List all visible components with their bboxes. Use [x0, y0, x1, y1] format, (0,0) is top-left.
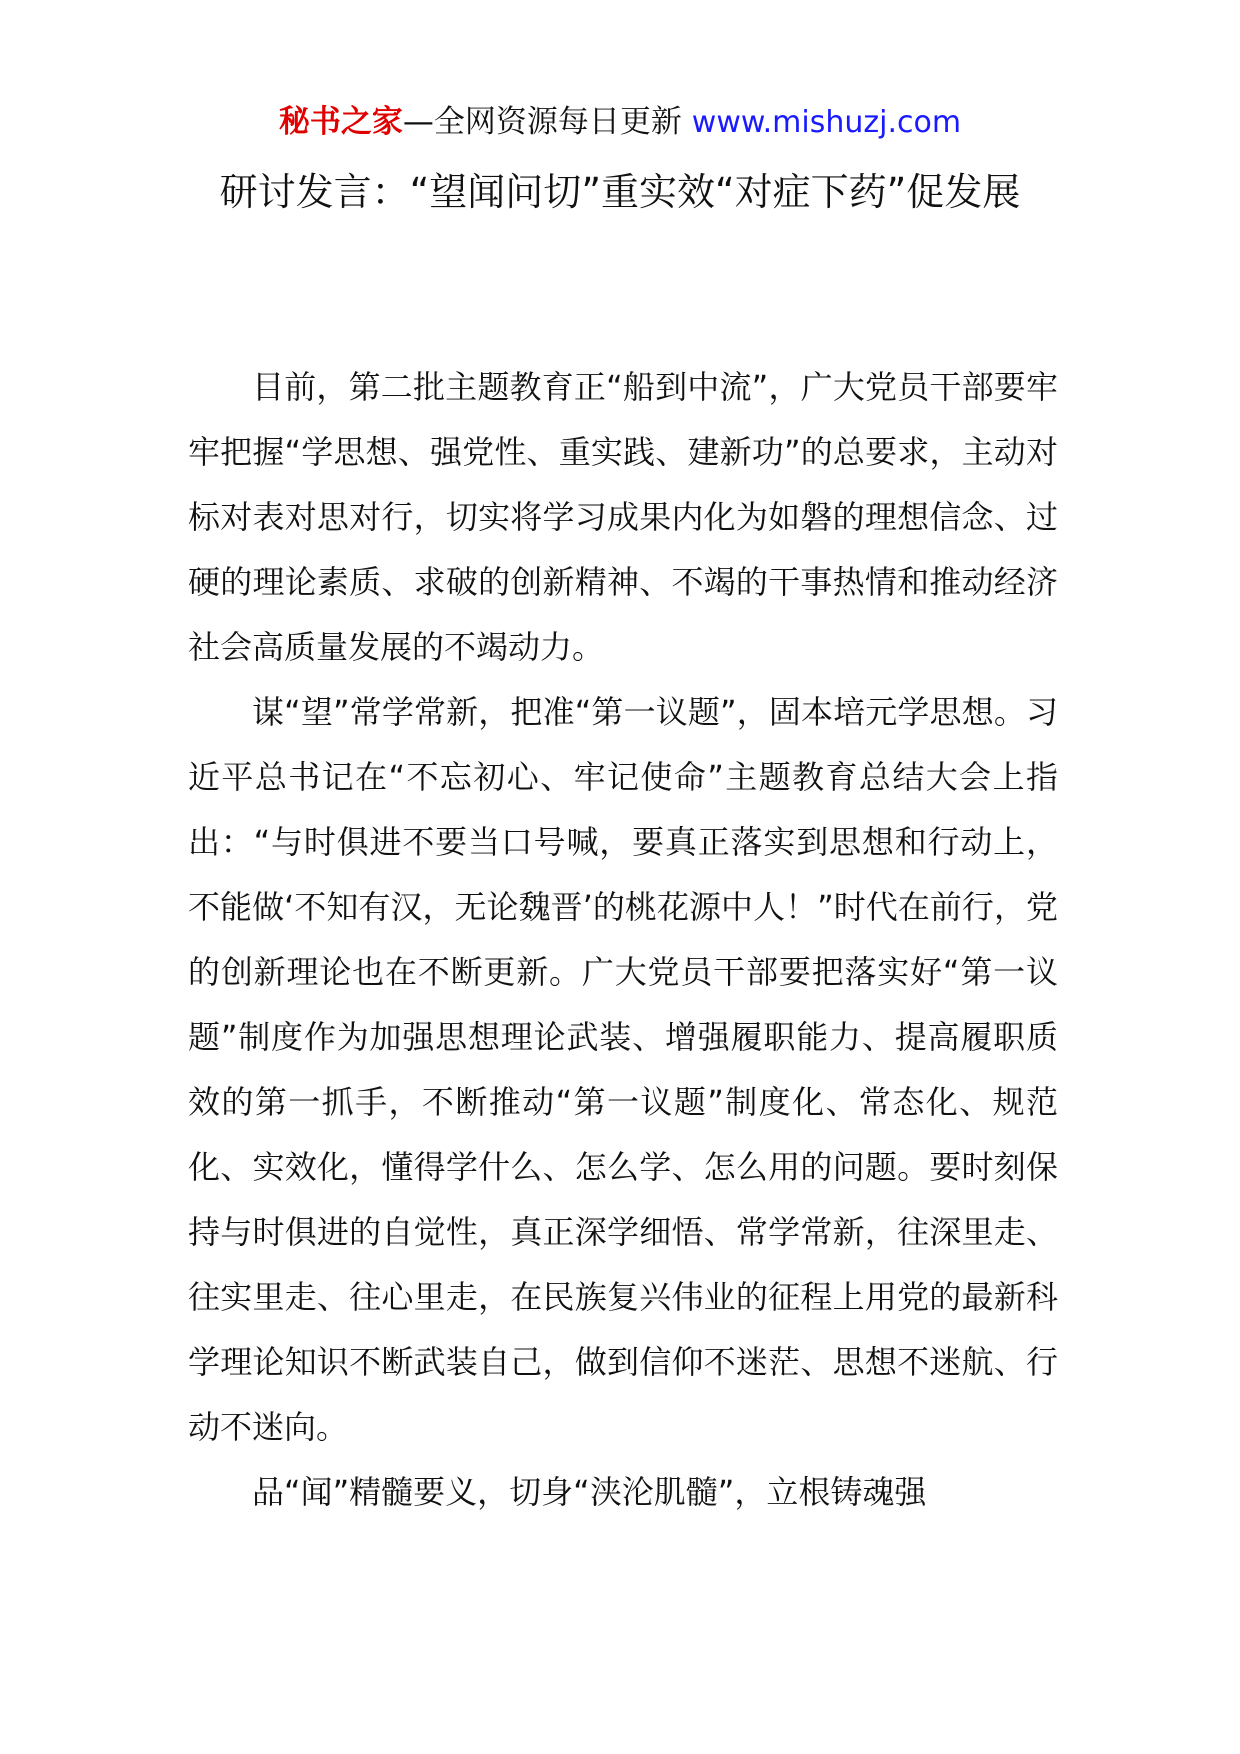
paragraph-2: 谋“望”常学常新，把准“第一议题”，固本培元学思想。习近平总书记在“不忘初心、牢记使命”主题教育总结大会上指出：“与时俱进不要当口号喊，要真正落实到思想和行动上，不能做‘不知有汉，无论魏晋’的桃花源中人！”时代在前行，党的创新理论也在不断更新。广大党员干部要把落实好“第一议题”制度作为加强思想理论武装、增强履职能力、提高履职质效的第一抓手，不断推动“第一议题”制度化、常态化、规范化、实效化，懂得学什么、怎么学、怎么用的问题。要时刻保持与时俱进的自觉性，真正深学细悟、常学常新，往深里走、往实里走、往心里走，在民族复兴伟业的征程上用党的最新科学理论知识不断武装自己，做到信仰不迷茫、思想不迷航、行动不迷向。: [188, 693, 1058, 1446]
site-header: [0, 100, 1240, 145]
header-slogan: —全网资源每日更新: [402, 104, 692, 140]
document-title: 研讨发言：“望闻问切”重实效“对症下药”促发展: [219, 170, 1021, 214]
paragraph-1: 目前，第二批主题教育正“船到中流”，广大党员干部要牢牢把握“学思想、强党性、重实践、建新功”的总要求，主动对标对表对思对行，切实将学习成果内化为如磐的理想信念、过硬的理论素质、求破的创新精神、不竭的干事热情和推动经济社会高质量发展的不竭动力。: [188, 368, 1058, 666]
paragraph-3: 品“闻”精髓要义，切身“浃沦肌髓”，立根铸魂强: [252, 1473, 927, 1511]
document-body: [188, 355, 1058, 1525]
brand-name: 秘书之家: [278, 104, 403, 140]
site-url-link[interactable]: www.mishuzj.com: [691, 105, 962, 140]
